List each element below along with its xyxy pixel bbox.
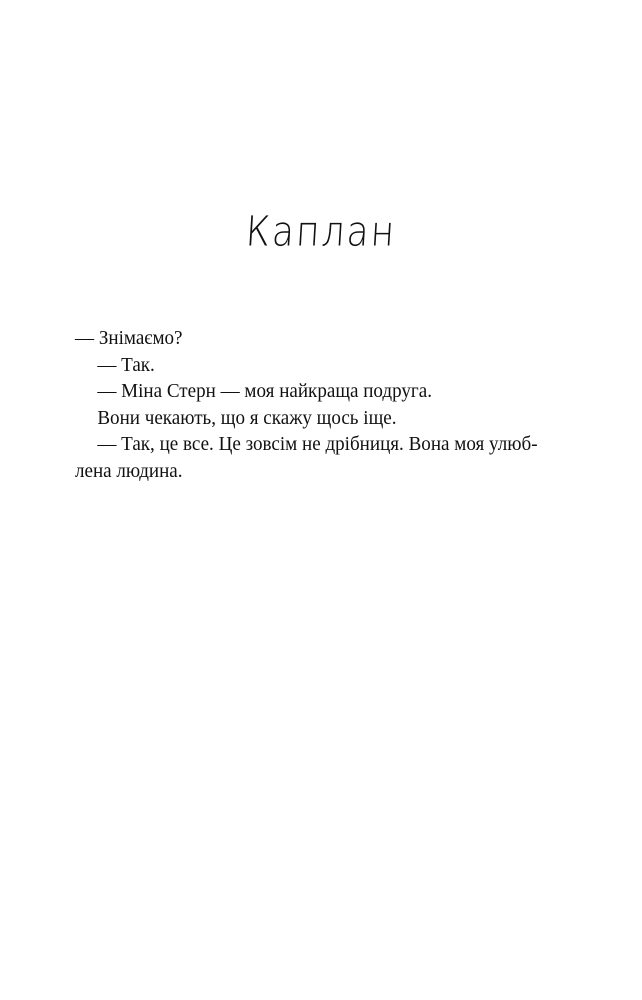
paragraph: — Знімаємо? <box>75 327 183 349</box>
chapter-title: Каплан <box>244 208 398 257</box>
paragraph-continuation: лена людина. <box>75 459 183 482</box>
paragraph: Вони чекають, що я скажу щось іще. <box>97 406 397 429</box>
paragraph: — Міна Стерн — моя найкраща подруга. <box>97 380 432 402</box>
body-text <box>75 325 540 484</box>
paragraph: — Так, це все. Це зовсім не дрібниця. Вона моя улюб- <box>97 433 538 455</box>
paragraph: — Так. <box>97 353 155 376</box>
